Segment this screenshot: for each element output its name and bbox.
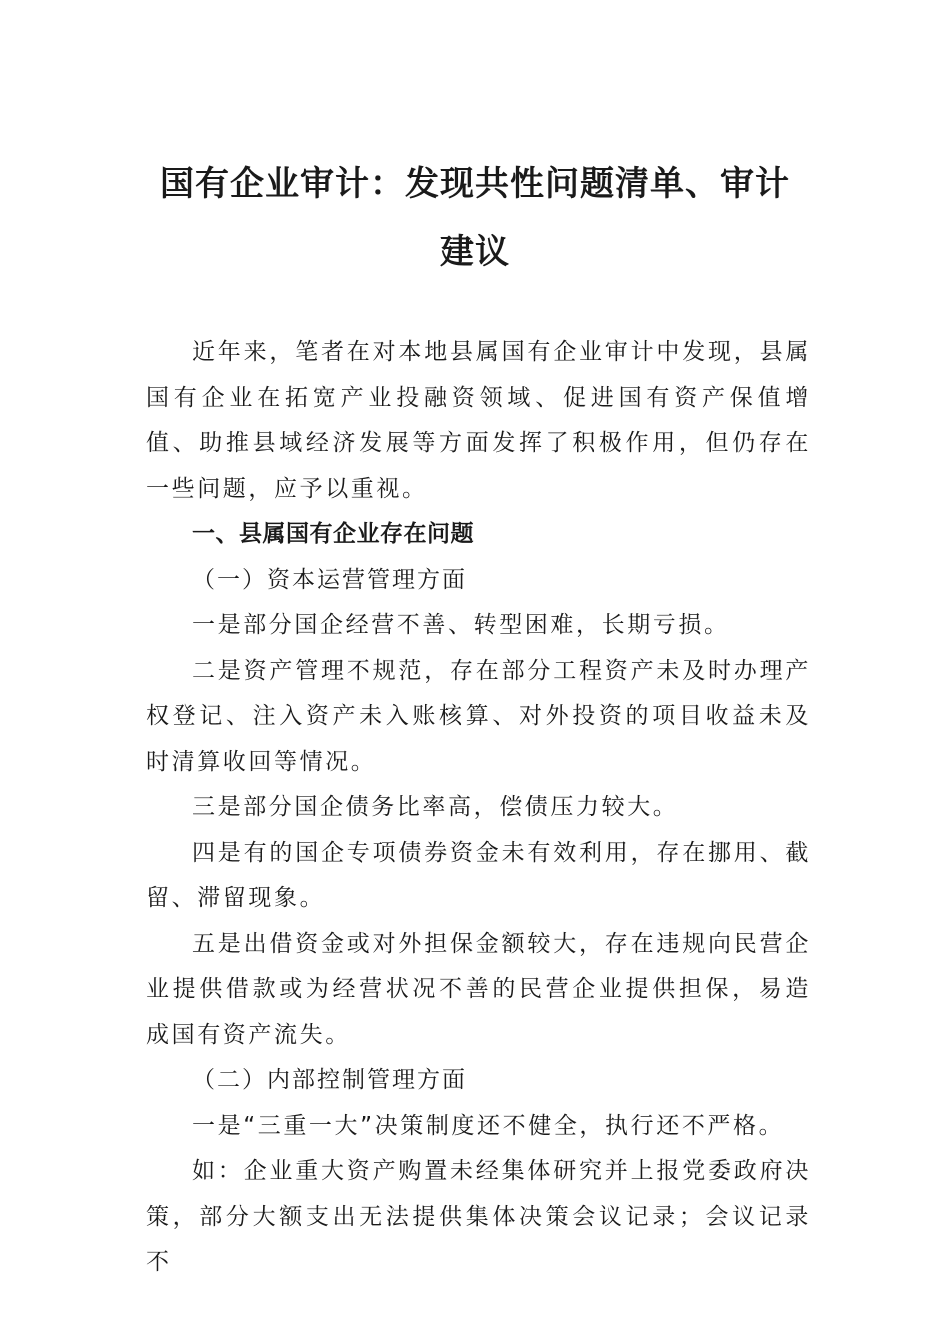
document-body — [146, 330, 811, 1286]
subsection-heading-internal-control: （二）内部控制管理方面 — [192, 1067, 467, 1093]
document-title-line-1: 国有企业审计：发现共性问题清单、审计 — [160, 164, 790, 204]
issue-paragraph-3: 三是部分国企债务比率高，偿债压力较大。 — [192, 794, 679, 820]
document-title-line-2: 建议 — [440, 232, 510, 272]
section-heading-1: 一、县属国有企业存在问题 — [192, 521, 474, 547]
subsection-heading-capital: （一）资本运营管理方面 — [192, 566, 467, 593]
intro-paragraph: 近年来，笔者在对本地县属国有企业审计中发现，县属国有企业在拓宽产业投融资领域、促进国有资产保值增值、助推县域经济发展等方面发挥了积极作用，但仍存在一些问题，应予以重视。 — [146, 339, 811, 502]
issue-paragraph-5: 五是出借资金或对外担保金额较大，存在违规向民营企业提供借款或为经营状况不善的民营企业提供担保，易造成国有资产流失。 — [146, 930, 811, 1048]
issue-paragraph-1: 一是部分国企经营不善、转型困难，长期亏损。 — [192, 612, 730, 638]
control-paragraph-1: 一是“三重一大”决策制度还不健全，执行还不严格。 — [192, 1112, 785, 1139]
issue-paragraph-4: 四是有的国企专项债券资金未有效利用，存在挪用、截留、滞留现象。 — [146, 839, 811, 911]
control-example-paragraph: 如：企业重大资产购置未经集体研究并上报党委政府决策，部分大额支出无法提供集体决策会议记录；会议记录不 — [146, 1158, 811, 1275]
issue-paragraph-2: 二是资产管理不规范，存在部分工程资产未及时办理产权登记、注入资产未入账核算、对外投资的项目收益未及时清算收回等情况。 — [146, 657, 811, 775]
